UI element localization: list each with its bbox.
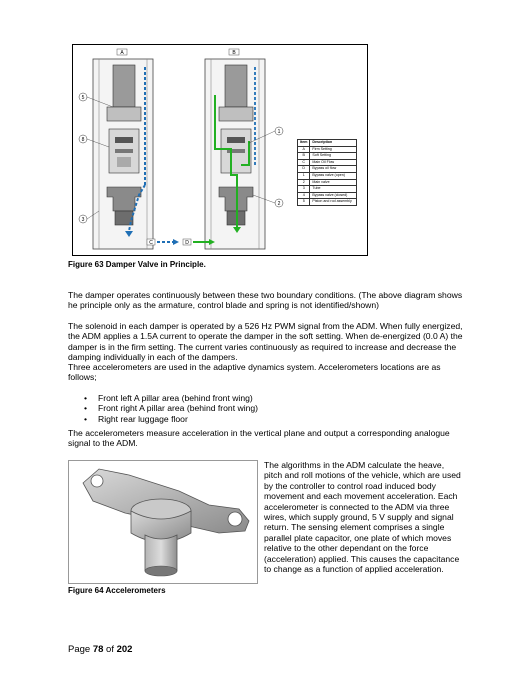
legend-header-row <box>298 140 357 147</box>
total-pages: 202 <box>116 644 133 655</box>
figure-64-caption: Figure 64 Accelerometers <box>68 586 166 595</box>
page-prefix: Page <box>68 644 93 655</box>
panel-b-label: B <box>232 50 236 56</box>
panel-a-label: A <box>120 50 124 56</box>
legend-table <box>297 139 357 206</box>
legend-value: Main valve <box>310 179 357 186</box>
accelerometer-image <box>68 460 258 584</box>
list-item-text: Front left A pillar area (behind front wing) <box>98 393 253 403</box>
legend-value: Bypass valve (closed) <box>310 192 357 199</box>
flow-label-d: D <box>185 240 189 246</box>
page-number <box>68 644 132 655</box>
accelerometer-drawing <box>69 461 257 583</box>
legend-row <box>298 172 357 179</box>
list-item: • Right rear luggage floor <box>84 413 188 424</box>
legend-row <box>298 186 357 193</box>
legend-value: Bypass valve (open) <box>310 172 357 179</box>
panel-a-damper <box>93 49 153 249</box>
legend-key: 5 <box>298 199 310 206</box>
legend-row <box>298 159 357 166</box>
current-page: 78 <box>92 644 104 655</box>
legend-row <box>298 166 357 173</box>
legend-value: Bypass oil flow <box>310 166 357 173</box>
legend-value: Main Oil Flow <box>310 159 357 166</box>
list-item: • Front right A pillar area (behind front wing) <box>84 403 259 414</box>
legend-key: D <box>298 166 310 173</box>
legend-key: C <box>298 159 310 166</box>
callout-2: 2 <box>277 201 281 207</box>
paragraph-boundary-conditions: The damper operates continuously between these two boundary conditions. (The above diagram shows he principle only as the armature, control blade and spring is not identified/shown) <box>68 290 463 311</box>
list-item: • Front left A pillar area (behind front wing) <box>84 393 253 403</box>
figure-63-caption: Figure 63 Damper Valve in Principle. <box>68 260 206 269</box>
legend-header-description: Description <box>310 140 357 147</box>
legend-key: B <box>298 153 310 160</box>
legend-value: Soft Setting <box>310 153 357 160</box>
page-separator: of <box>103 644 117 655</box>
legend-row <box>298 153 357 160</box>
paragraph-solenoid: The solenoid in each damper is operated by a 526 Hz PWM signal from the ADM. When fully energized, the ADM applies a 1.5A current to operate the damper in the soft setting. When de-energized (0.0 A) the damper is in the firm setting. The current varies continuously as required to increase and decrease the damping individually in each of the dampers. <box>68 321 463 363</box>
damper-valve-diagram <box>72 44 368 256</box>
paragraph-accelerometer-output: The accelerometers measure acceleration in the vertical plane and output a corresponding analogue signal to the ADM. <box>68 428 450 449</box>
legend-value: Tube <box>310 186 357 193</box>
legend-row <box>298 192 357 199</box>
accelerometer-locations-list <box>84 393 258 424</box>
callout-3: 3 <box>81 217 85 223</box>
legend-key: 2 <box>298 179 310 186</box>
legend-row <box>298 179 357 186</box>
paragraph-accelerometers-locations: Three accelerometers are used in the adaptive dynamics system. Accelerometers locations are as follows; <box>68 362 441 383</box>
legend-key: 4 <box>298 192 310 199</box>
list-item-text: Right rear luggage floor <box>98 413 188 424</box>
panel-b-damper <box>205 49 265 249</box>
legend-key: 3 <box>298 186 310 193</box>
legend-row <box>298 146 357 153</box>
legend-value: Firm Setting <box>310 146 357 153</box>
legend-value: Piston and rod assembly <box>310 199 357 206</box>
legend-key: 1 <box>298 172 310 179</box>
legend-row <box>298 199 357 206</box>
flow-label-c: C <box>149 240 153 246</box>
paragraph-algorithms: The algorithms in the ADM calculate the heave, pitch and roll motions of the vehicle, which are used by the controller to control road induced body movement and each movement acceleration. Each accelerometer is connected to the ADM via three wires, which supply ground, 5 V supply and signal return. The sensing element comprises a single parallel plate capacitor, one plate of which moves relative to the other dependant on the force (acceleration) applied. This causes the capacitance to change as a function of applied acceleration. <box>264 460 461 575</box>
legend-key: A <box>298 146 310 153</box>
callout-5: 5 <box>81 95 85 101</box>
list-item-text: Front right A pillar area (behind front wing) <box>98 403 259 414</box>
callout-1: 1 <box>277 129 281 135</box>
legend-header-item: Item <box>298 140 310 147</box>
callout-8: 8 <box>81 137 85 143</box>
